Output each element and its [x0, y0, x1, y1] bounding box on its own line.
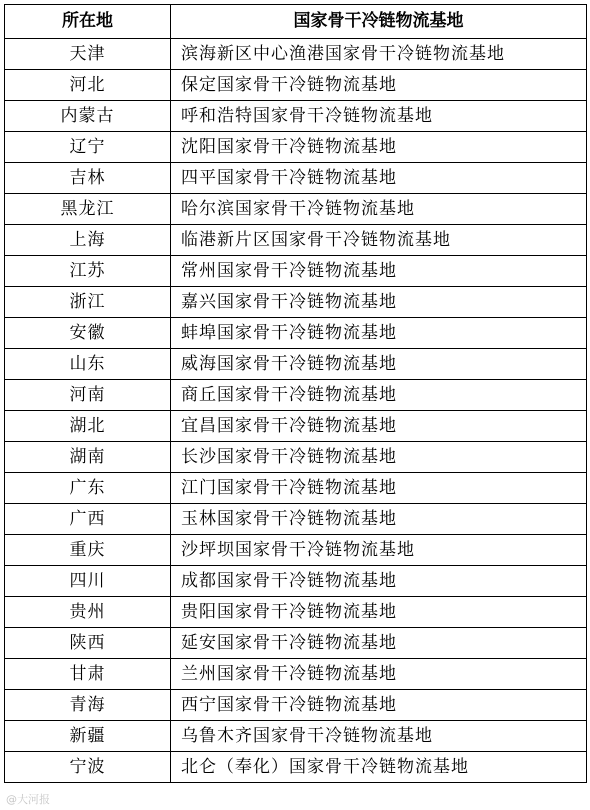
table-row [5, 442, 587, 473]
base-cell: 宜昌国家骨干冷链物流基地 [171, 411, 587, 442]
base-cell: 乌鲁木齐国家骨干冷链物流基地 [171, 721, 587, 752]
location-cell: 青海 [5, 690, 171, 721]
base-cell: 成都国家骨干冷链物流基地 [171, 566, 587, 597]
base-cell: 威海国家骨干冷链物流基地 [171, 349, 587, 380]
base-cell: 蚌埠国家骨干冷链物流基地 [171, 318, 587, 349]
base-cell: 沙坪坝国家骨干冷链物流基地 [171, 535, 587, 566]
location-cell: 上海 [5, 225, 171, 256]
table-row [5, 256, 587, 287]
location-cell: 广东 [5, 473, 171, 504]
table-row [5, 411, 587, 442]
location-cell: 内蒙古 [5, 101, 171, 132]
table-header [5, 5, 587, 39]
table-row [5, 752, 587, 783]
location-cell: 湖北 [5, 411, 171, 442]
table-row [5, 690, 587, 721]
base-cell: 临港新片区国家骨干冷链物流基地 [171, 225, 587, 256]
base-cell: 滨海新区中心渔港国家骨干冷链物流基地 [171, 39, 587, 70]
location-cell: 四川 [5, 566, 171, 597]
base-cell: 四平国家骨干冷链物流基地 [171, 163, 587, 194]
base-cell: 常州国家骨干冷链物流基地 [171, 256, 587, 287]
document-sheet [4, 4, 586, 783]
cold-chain-base-table [4, 4, 587, 783]
base-cell: 兰州国家骨干冷链物流基地 [171, 659, 587, 690]
table-row [5, 566, 587, 597]
location-cell: 山东 [5, 349, 171, 380]
watermark: @大河报 [6, 793, 50, 806]
location-cell: 陕西 [5, 628, 171, 659]
location-cell: 天津 [5, 39, 171, 70]
table-body [5, 39, 587, 783]
table-row [5, 163, 587, 194]
table-row [5, 39, 587, 70]
location-cell: 新疆 [5, 721, 171, 752]
base-cell: 保定国家骨干冷链物流基地 [171, 70, 587, 101]
base-cell: 沈阳国家骨干冷链物流基地 [171, 132, 587, 163]
table-row [5, 349, 587, 380]
header-base: 国家骨干冷链物流基地 [171, 5, 587, 39]
base-cell: 商丘国家骨干冷链物流基地 [171, 380, 587, 411]
header-location: 所在地 [5, 5, 171, 39]
table-row [5, 535, 587, 566]
location-cell: 甘肃 [5, 659, 171, 690]
table-row [5, 504, 587, 535]
header-row [5, 5, 587, 39]
table-row [5, 473, 587, 504]
location-cell: 安徽 [5, 318, 171, 349]
location-cell: 河北 [5, 70, 171, 101]
table-row [5, 194, 587, 225]
base-cell: 嘉兴国家骨干冷链物流基地 [171, 287, 587, 318]
table-row [5, 132, 587, 163]
base-cell: 西宁国家骨干冷链物流基地 [171, 690, 587, 721]
table-row [5, 628, 587, 659]
location-cell: 江苏 [5, 256, 171, 287]
location-cell: 贵州 [5, 597, 171, 628]
base-cell: 贵阳国家骨干冷链物流基地 [171, 597, 587, 628]
location-cell: 广西 [5, 504, 171, 535]
base-cell: 江门国家骨干冷链物流基地 [171, 473, 587, 504]
location-cell: 辽宁 [5, 132, 171, 163]
table-row [5, 225, 587, 256]
location-cell: 湖南 [5, 442, 171, 473]
base-cell: 延安国家骨干冷链物流基地 [171, 628, 587, 659]
base-cell: 呼和浩特国家骨干冷链物流基地 [171, 101, 587, 132]
table-row [5, 70, 587, 101]
table-row [5, 318, 587, 349]
base-cell: 长沙国家骨干冷链物流基地 [171, 442, 587, 473]
table-row [5, 721, 587, 752]
base-cell: 北仑（奉化）国家骨干冷链物流基地 [171, 752, 587, 783]
table-row [5, 659, 587, 690]
location-cell: 河南 [5, 380, 171, 411]
table-row [5, 597, 587, 628]
location-cell: 黑龙江 [5, 194, 171, 225]
table-row [5, 101, 587, 132]
location-cell: 吉林 [5, 163, 171, 194]
location-cell: 宁波 [5, 752, 171, 783]
table-row [5, 287, 587, 318]
location-cell: 重庆 [5, 535, 171, 566]
base-cell: 哈尔滨国家骨干冷链物流基地 [171, 194, 587, 225]
base-cell: 玉林国家骨干冷链物流基地 [171, 504, 587, 535]
location-cell: 浙江 [5, 287, 171, 318]
table-row [5, 380, 587, 411]
